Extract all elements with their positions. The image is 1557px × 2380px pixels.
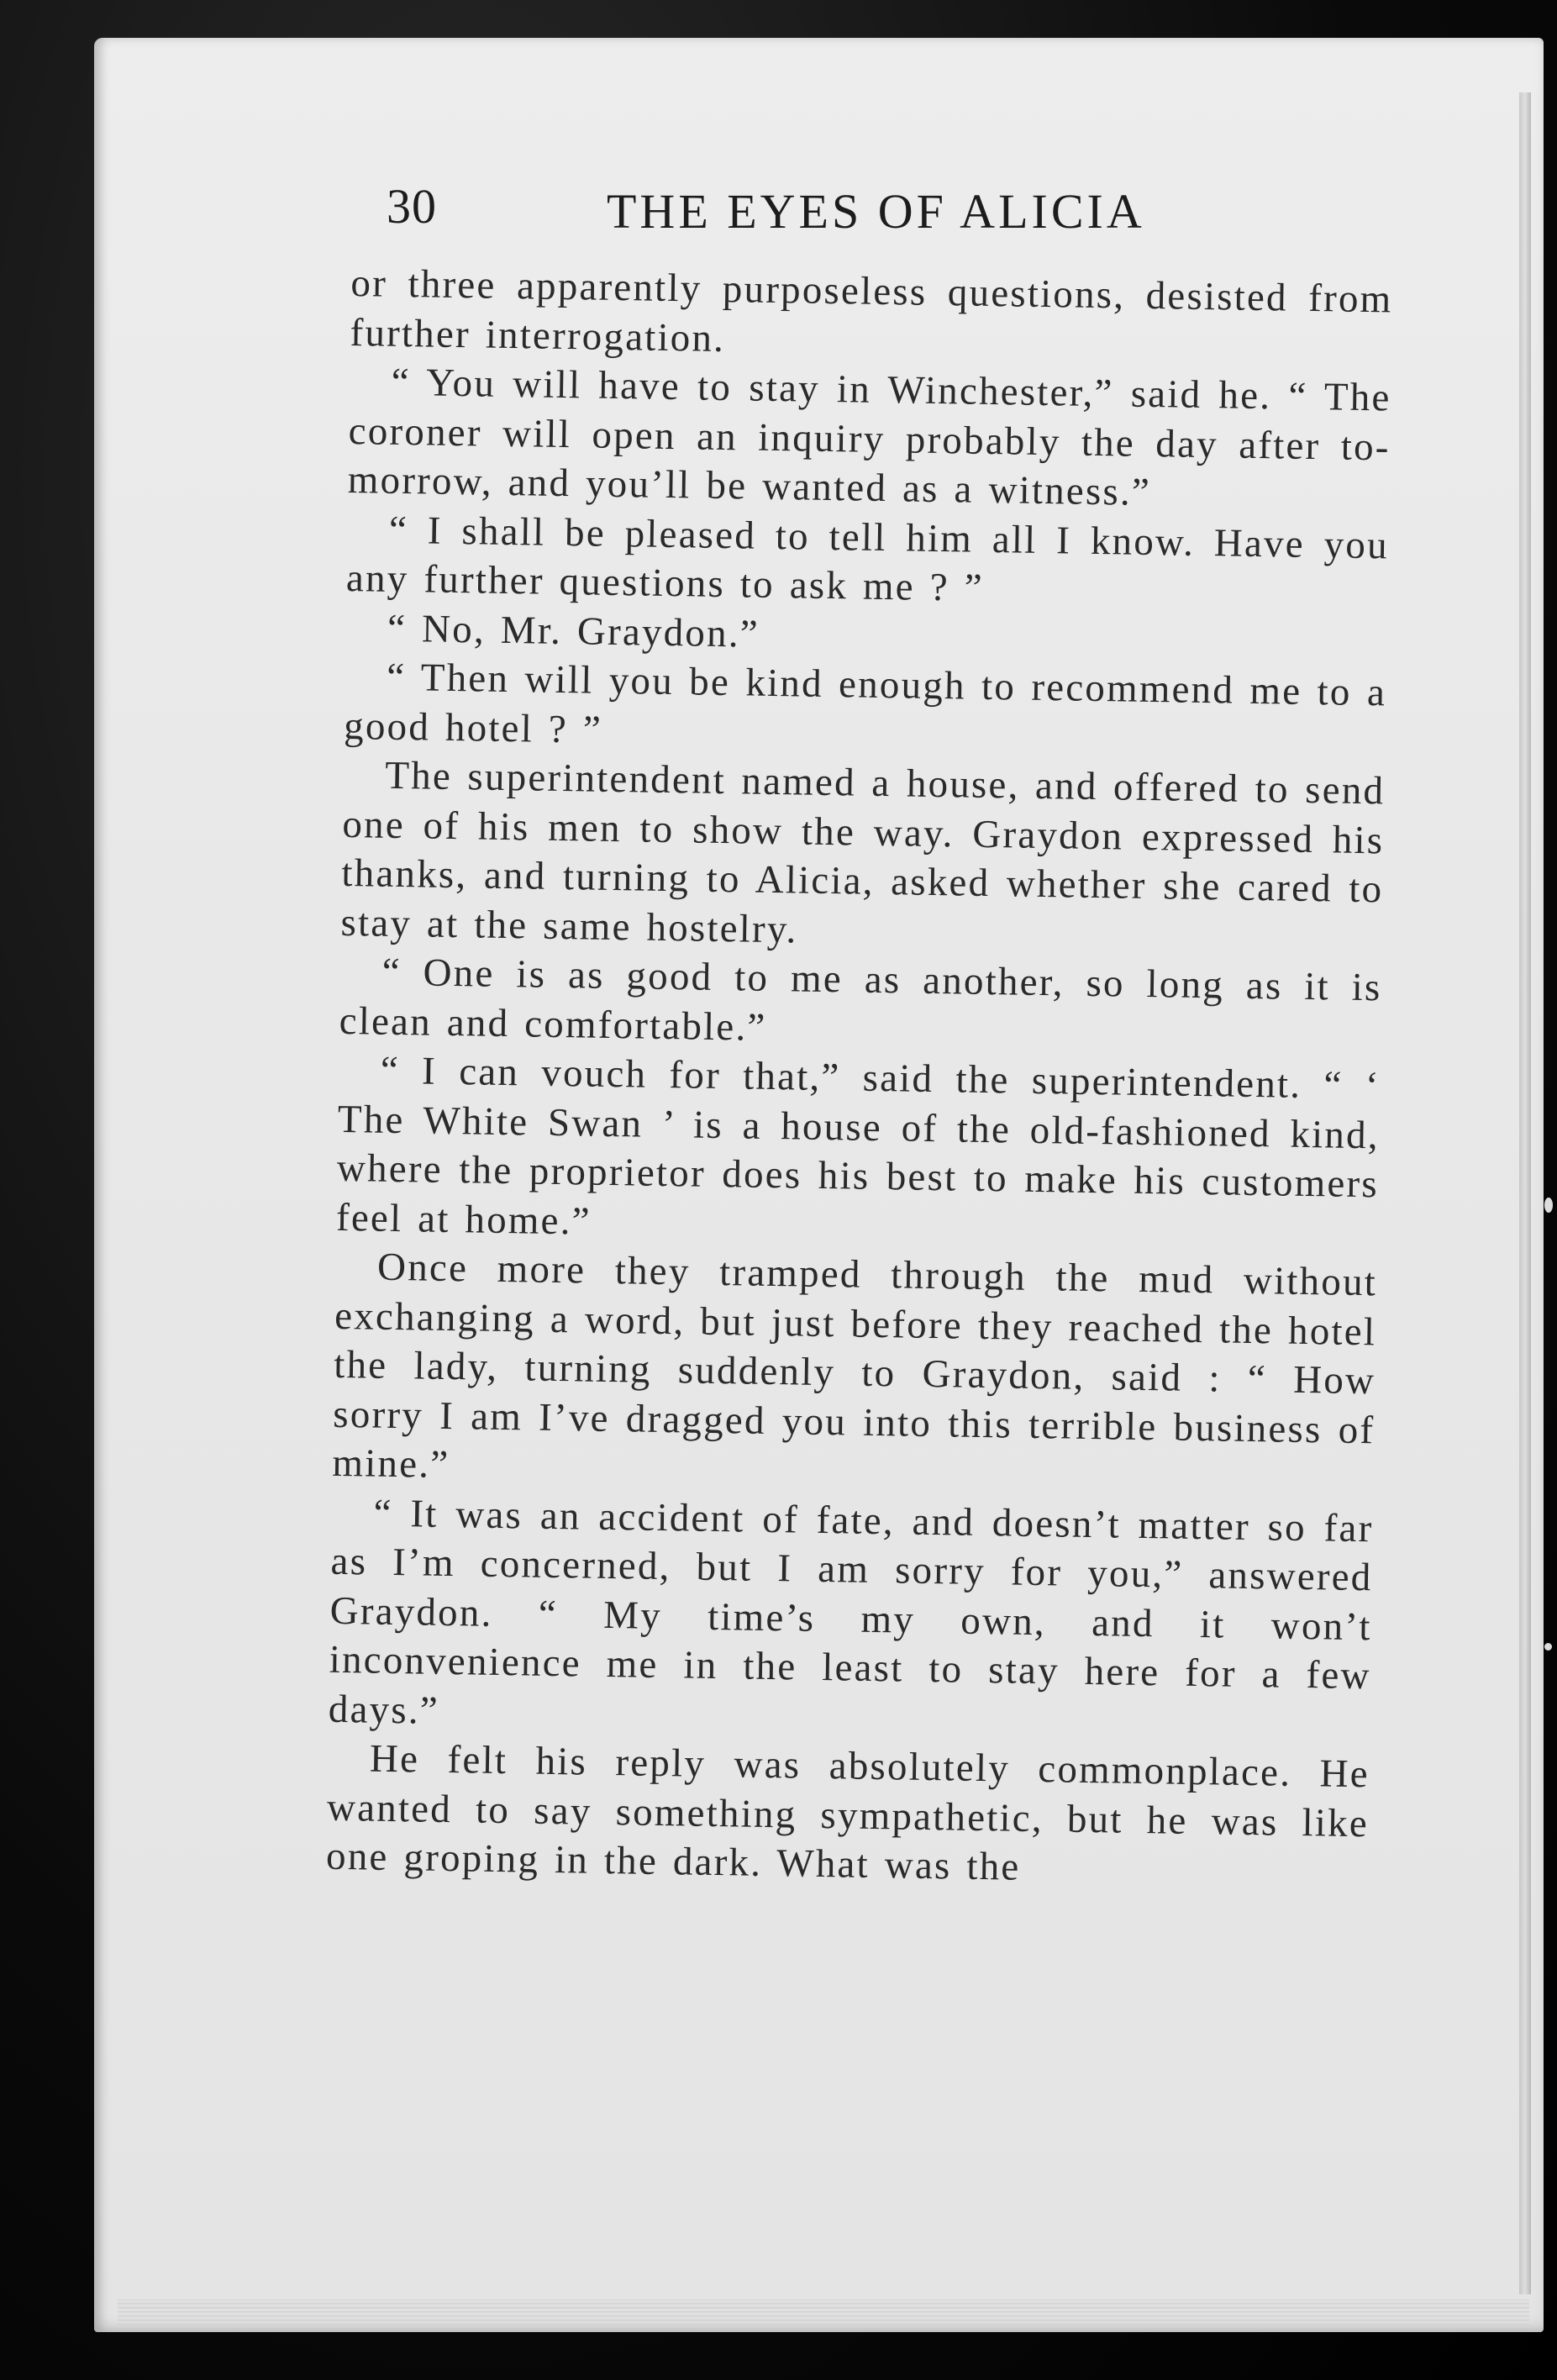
running-title: THE EYES OF ALICIA — [607, 184, 1145, 239]
body-text — [326, 259, 1393, 1898]
paragraph: “ It was an accident of fate, and doesn’t matter so far as I’m concerned, but I am sorry for you,” answered Graydon. “ My time’s my own, and it won’t inconvenience me in the least to stay here for a few days.” — [328, 1491, 1374, 1733]
paragraph: He felt his reply was absolutely commonplace. He wanted to say something sympathetic, but he was like one groping in the dark. What was the — [325, 1736, 1370, 1889]
paragraph: The superintendent named a house, and offered to send one of his men to show the way. Graydon expressed his thanks, and turning to Alicia, asked whether she cared to stay at the same hostelry. — [340, 753, 1386, 951]
paragraph: “ Then will you be kind enough to recommend me to a good hotel ? ” — [343, 655, 1387, 752]
paragraph: Once more they tramped through the mud without exchanging a word, but just before they reached the hotel the lady, turning suddenly to Graydon, said : “ How sorry I am I’ve dragged you into this terrible business of mine.” — [332, 1245, 1378, 1488]
paragraph: “ I shall be pleased to tell him all I know. Have you any further questions to ask me ? ” — [345, 508, 1390, 610]
page-right-edge — [1519, 92, 1531, 2294]
paragraph: “ One is as good to me as another, so long as it is clean and comfortable.” — [339, 950, 1382, 1050]
paragraph: “ You will have to stay in Winchester,” said he. “ The coroner will open an inquiry probably the day after to-morrow, and you’ll be wanted as a witness.” — [347, 360, 1391, 514]
scan-speck — [1544, 1643, 1552, 1651]
paragraph: or three apparently purposeless questions, desisted from further interrogation. — [350, 261, 1393, 361]
page-bottom-edge — [118, 2299, 1529, 2325]
paragraph: “ I can vouch for that,” said the superintendent. “ ‘ The White Swan ’ is a house of the old-fashioned kind, where the proprietor does his best to make his customers feel at home.” — [335, 1048, 1381, 1244]
running-header — [387, 178, 1193, 245]
page-number: 30 — [387, 179, 437, 234]
scan-speck — [1544, 1198, 1553, 1213]
paragraph: “ No, Mr. Graydon.” — [387, 606, 760, 656]
